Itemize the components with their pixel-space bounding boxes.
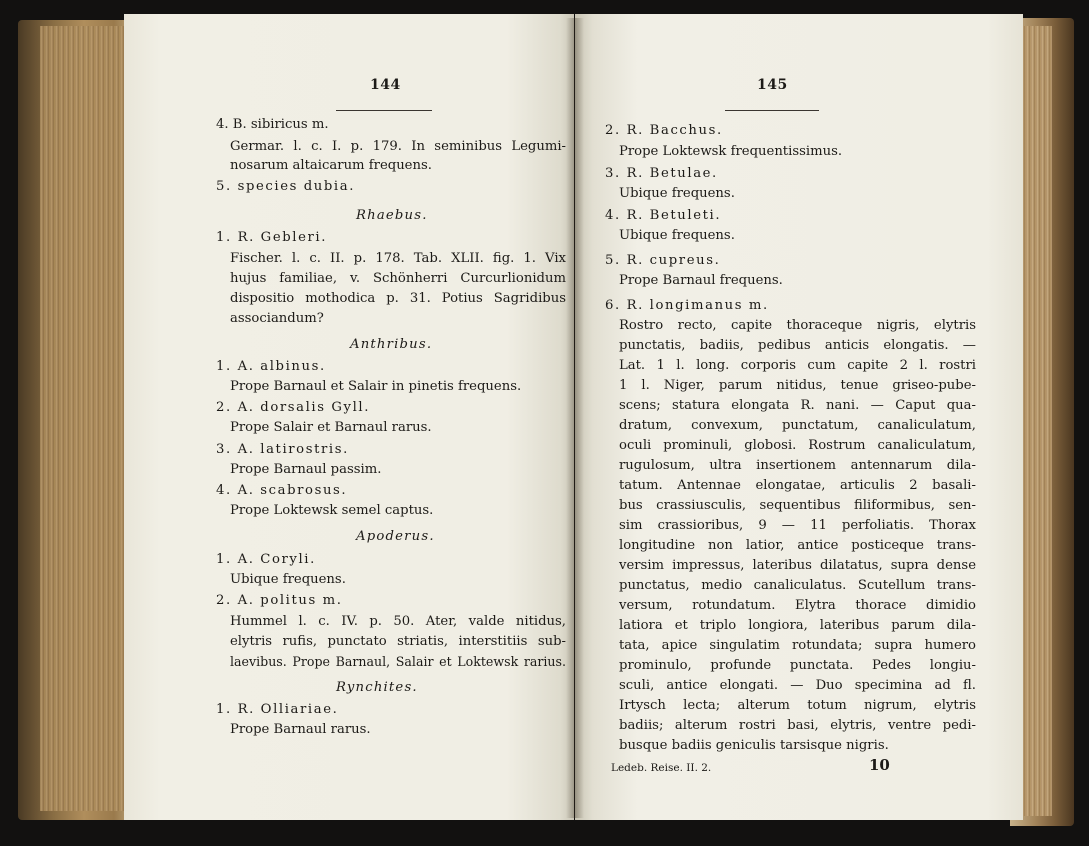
text-line: tatum. Antennae elongatae, articulis 2 basali- [619, 478, 976, 493]
text-line: Fischer. l. c. II. p. 178. Tab. XLII. fig. 1. Vix [230, 251, 566, 266]
right-page-number: 145 [757, 77, 788, 93]
text-line: Germar. l. c. I. p. 179. In seminibus Legumi- [230, 139, 566, 154]
text-line: bus crassiusculis, sequentibus filiformibus, sen- [619, 498, 976, 513]
species-entry: 1. A. albinus. [216, 359, 326, 374]
species-entry: 2. A. dorsalis Gyll. [216, 400, 371, 415]
species-entry: 1. R. Olliariae. [216, 702, 339, 717]
species-entry: 4. A. scabrosus. [216, 483, 348, 498]
text-line: longitudine non latior, antice posticeque trans- [619, 538, 976, 553]
text-line: Prope Salair et Barnaul rarus. [230, 420, 432, 435]
text-line: 1 l. Niger, parum nitidus, tenue griseo-pube- [619, 378, 976, 393]
text-line: laevibus. Prope Barnaul, Salair et Loktewsk rarius. [230, 654, 566, 669]
text-line: sim crassioribus, 9 — 11 perfoliatis. Thorax [619, 518, 976, 533]
species-entry: 5. species dubia. [216, 179, 356, 194]
text-line: prominulo, profunde punctata. Pedes longiu- [619, 658, 976, 673]
left-page-edges [40, 26, 136, 811]
text-line: oculi prominuli, globosi. Rostrum canaliculatum, [619, 438, 976, 453]
text-line: Prope Loktewsk frequentissimus. [619, 144, 843, 159]
genus-heading: Rhaebus. [356, 208, 428, 223]
text-line: Lat. 1 l. long. corporis cum capite 2 l. rostri [619, 358, 976, 373]
species-entry: 2. A. politus m. [216, 593, 343, 608]
genus-heading: Rynchites. [336, 680, 418, 695]
left-page [124, 14, 574, 820]
book-gutter [566, 18, 584, 818]
text-line: nosarum altaicarum frequens. [230, 158, 432, 173]
text-line: Hummel l. c. IV. p. 50. Ater, valde nitidus, [230, 614, 566, 629]
text-line: punctatis, badiis, pedibus anticis elongatis. — [619, 338, 976, 353]
text-line: elytris rufis, punctato striatis, interstitiis sub- [230, 634, 566, 649]
text-line: dispositio mothodica p. 31. Potius Sagridibus [230, 291, 566, 306]
left-header-rule [336, 110, 432, 111]
species-entry: 1. A. Coryli. [216, 552, 316, 567]
species-entry: 6. R. longimanus m. [605, 298, 769, 313]
text-line: Prope Barnaul et Salair in pinetis frequens. [230, 379, 522, 394]
text-line: Rostro recto, capite thoraceque nigris, elytris [619, 318, 976, 333]
text-line: Ubique frequens. [619, 228, 735, 243]
right-page [575, 14, 1023, 820]
species-entry: 3. A. latirostris. [216, 442, 349, 457]
text-line: busque badiis geniculis tarsisque nigris. [619, 738, 889, 753]
text-line: rugulosum, ultra insertionem antennarum dila- [619, 458, 976, 473]
text-line: Irtysch lecta; alterum totum nigrum, elytris [619, 698, 976, 713]
text-line: badiis; alterum rostri basi, elytris, ventre pedi- [619, 718, 976, 733]
left-page-number: 144 [370, 77, 401, 93]
text-line: versum, rotundatum. Elytra thorace dimidio [619, 598, 976, 613]
text-line: punctatus, medio canaliculatus. Scutellum trans- [619, 578, 976, 593]
right-header-rule [725, 110, 819, 111]
species-entry: 3. R. Betulae. [605, 166, 718, 181]
text-line: hujus familiae, v. Schönherri Curcurlionidum [230, 271, 566, 286]
signature-mark: 10 [869, 756, 890, 774]
text-line: Prope Loktewsk semel captus. [230, 503, 434, 518]
text-line: sculi, antice elongati. — Duo specimina ad fl. [619, 678, 976, 693]
text-line: latiora et triplo longiora, lateribus parum dila- [619, 618, 976, 633]
species-entry: 1. R. Gebleri. [216, 230, 328, 245]
text-line: tata, apice singulatim rotundata; supra humero [619, 638, 976, 653]
text-line: Prope Barnaul passim. [230, 462, 382, 477]
species-entry: 4. B. sibiricus m. [216, 117, 329, 132]
text-line: Prope Barnaul frequens. [619, 273, 783, 288]
text-line: Prope Barnaul rarus. [230, 722, 371, 737]
text-line: Ubique frequens. [230, 572, 346, 587]
text-line: dratum, convexum, punctatum, canaliculatum, [619, 418, 976, 433]
species-entry: 4. R. Betuleti. [605, 208, 722, 223]
text-line: Ubique frequens. [619, 186, 735, 201]
text-line: associandum? [230, 311, 324, 326]
species-entry: 2. R. Bacchus. [605, 123, 723, 138]
text-line: scens; statura elongata R. nani. — Caput qua- [619, 398, 976, 413]
genus-heading: Apoderus. [356, 529, 435, 544]
text-line: versim impressus, lateribus dilatatus, supra dense [619, 558, 976, 573]
species-entry: 5. R. cupreus. [605, 253, 721, 268]
printer-footer: Ledeb. Reise. II. 2. [611, 762, 712, 774]
genus-heading: Anthribus. [350, 337, 433, 352]
